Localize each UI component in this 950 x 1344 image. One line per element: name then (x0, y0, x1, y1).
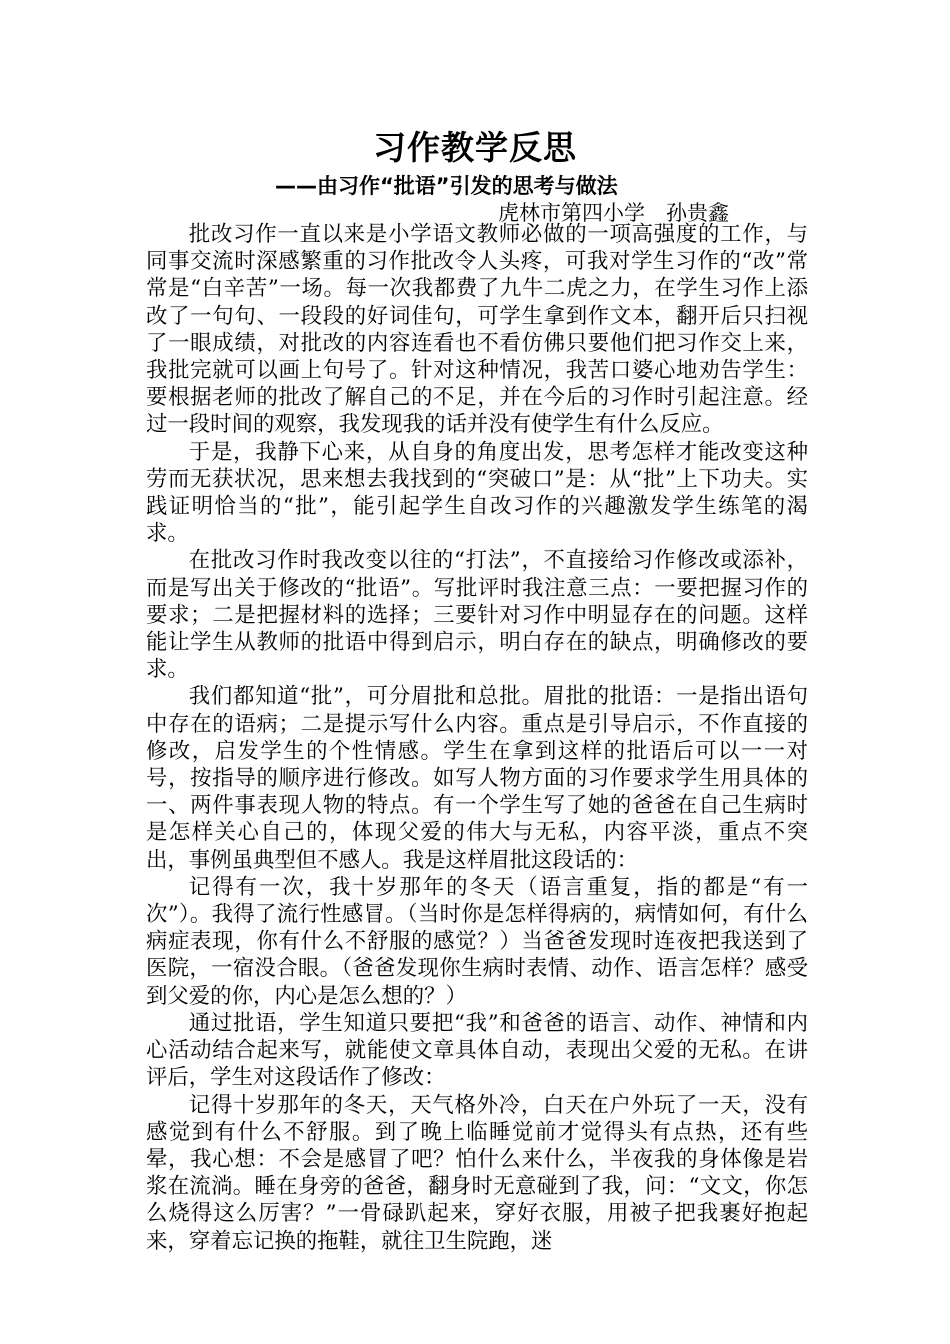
paragraph: 记得十岁那年的冬天，天气格外冷，白天在户外玩了一天，没有感觉到有什么不舒服。到了晚上临睡觉前才觉得头有点热，还有些晕，我心想：不会是感冒了吧？怕什么来什么，半夜我的身体像是岩浆在流淌。睡在身旁的爸爸，翻身时无意碰到了我，问：“文文，你怎么烧得这么厉害？”一骨碌趴起来，穿好衣服，用被子把我裹好抱起来，穿着忘记换的拖鞋，就往卫生院跑，迷 (146, 1092, 808, 1254)
paragraph: 我们都知道“批”，可分眉批和总批。眉批的批语：一是指出语句中存在的语病；二是提示写什么内容。重点是引导启示，不作直接的修改，启发学生的个性情感。学生在拿到这样的批语后可以一一对号，按指导的顺序进行修改。如写人物方面的习作要求学生用具体的一、两件事表现人物的特点。有一个学生写了她的爸爸在自己生病时是怎样关心自己的，体现父爱的伟大与无私，内容平淡，重点不突出，事例虽典型但不感人。我是这样眉批这段话的： (146, 684, 808, 873)
paragraph: 通过批语，学生知道只要把“我”和爸爸的语言、动作、神情和内心活动结合起来写，就能使文章具体自动，表现出父爱的无私。在讲评后，学生对这段话作了修改： (146, 1010, 808, 1091)
paragraph: 在批改习作时我改变以往的“打法”，不直接给习作修改或添补，而是写出关于修改的“批语”。写批评时我注意三点：一要把握习作的要求；二是把握材料的选择；三要针对习作中明显存在的问题。这样能让学生从教师的批语中得到启示，明白存在的缺点，明确修改的要求。 (146, 548, 808, 683)
paragraph: 记得有一次，我十岁那年的冬天（语言重复，指的都是“有一次”）。我得了流行性感冒。（当时你是怎样得病的，病情如何，有什么病症表现，你有什么不舒服的感觉？）当爸爸发现时连夜把我送到了医院，一宿没合眼。（爸爸发现你生病时表情、动作、语言怎样？感受到父爱的你，内心是怎么想的？） (146, 874, 808, 1009)
document-title: 习作教学反思 (373, 128, 577, 167)
paragraph: 于是，我静下心来，从自身的角度出发，思考怎样才能改变这种劳而无获状况，思来想去我找到的“突破口”是：从“批”上下功夫。实践证明恰当的“批”，能引起学生自改习作的兴趣激发学生练笔的渴求。 (146, 439, 808, 547)
document-subtitle: ——由习作“批语”引发的思考与做法 (275, 174, 618, 198)
paragraph: 批改习作一直以来是小学语文教师必做的一项高强度的工作，与同事交流时深感繁重的习作批改令人头疼，可我对学生习作的“改”常常是“白辛苦”一场。每一次我都费了九牛二虎之力，在学生习作上添改了一句句、一段段的好词佳句，可学生拿到作文本，翻开后只扫视了一眼成绩，对批改的内容连看也不看仿佛只要他们把习作交上来，我批完就可以画上句号了。针对这种情况，我苦口婆心地劝告学生：要根据老师的批改了解自己的不足，并在今后的习作时引起注意。经过一段时间的观察，我发现我的话并没有使学生有什么反应。 (146, 222, 808, 438)
author-line: 虎林市第四小学 孙贵鑫 (498, 201, 729, 225)
document-body (146, 221, 808, 1255)
